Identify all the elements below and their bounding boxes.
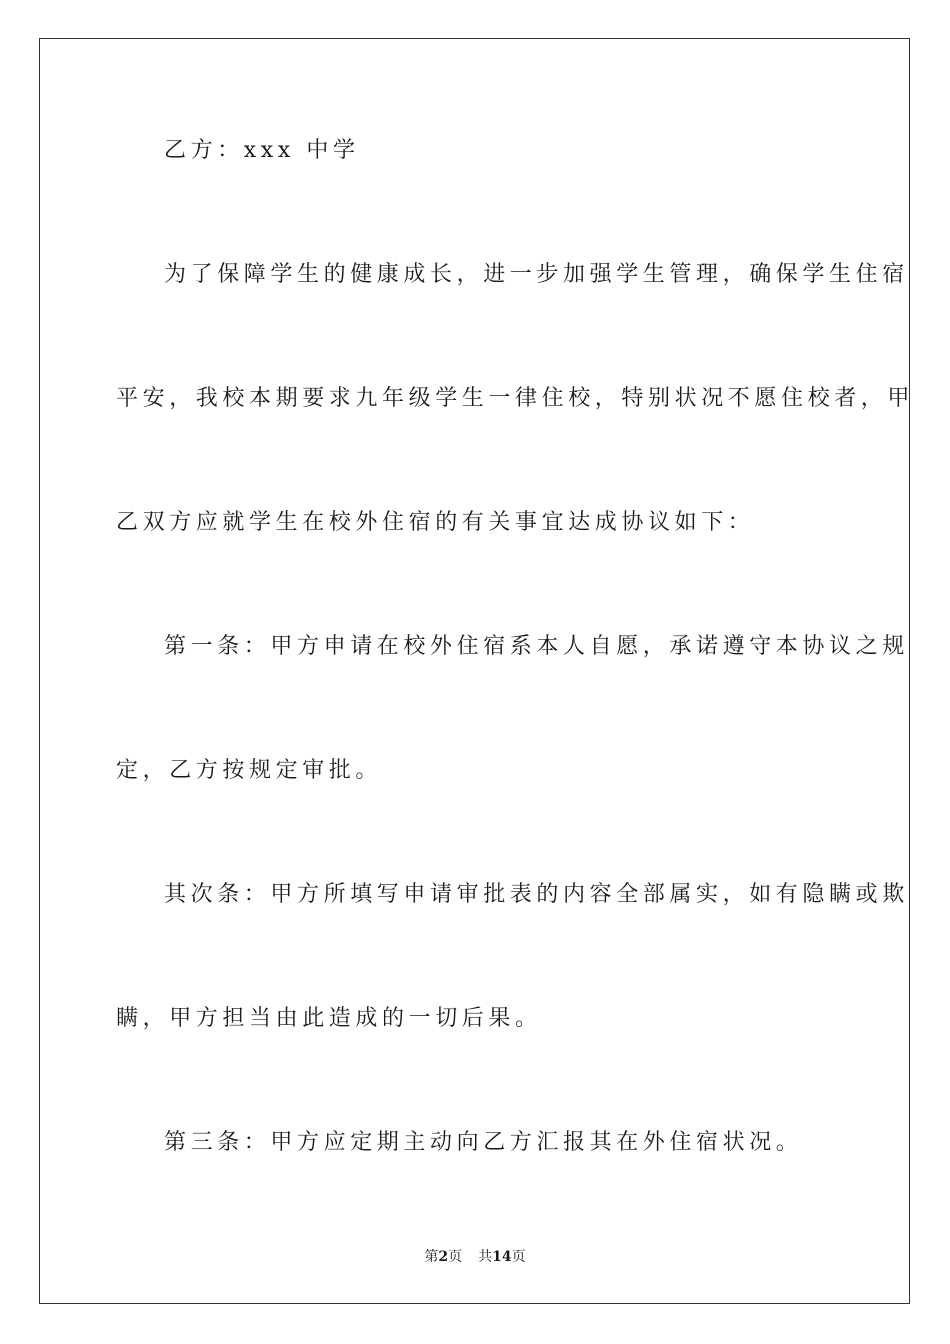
total-prefix: 共 xyxy=(478,1249,493,1265)
page-border xyxy=(39,38,915,1304)
page-suffix: 页 xyxy=(448,1249,463,1265)
paragraph-intro-line-3: 乙双方应就学生在校外住宿的有关事宜达成协议如下： xyxy=(116,510,755,535)
paragraph-intro-line-2: 平安，我校本期要求九年级学生一律住校，特别状况不愿住校者，甲 xyxy=(116,386,915,411)
article-1-line-1: 第一条：甲方申请在校外住宿系本人自愿，承诺遵守本协议之规 xyxy=(164,634,909,659)
paragraph-intro-line-1: 为了保障学生的健康成长，进一步加强学生管理，确保学生住宿 xyxy=(164,262,909,287)
page-number: 2 xyxy=(438,1249,449,1265)
article-2-line-2: 瞒，甲方担当由此造成的一切后果。 xyxy=(116,1006,542,1031)
article-1-line-2: 定，乙方按规定审批。 xyxy=(116,758,383,783)
page-footer xyxy=(0,1247,950,1267)
total-pages: 14 xyxy=(492,1249,512,1265)
article-3-line-1: 第三条：甲方应定期主动向乙方汇报其在外住宿状况。 xyxy=(164,1130,803,1155)
page-prefix: 第 xyxy=(424,1249,439,1265)
total-suffix: 页 xyxy=(511,1249,526,1265)
party-b-line: 乙方：xxx 中学 xyxy=(164,138,360,163)
article-2-line-1: 其次条：甲方所填写申请审批表的内容全部属实，如有隐瞒或欺 xyxy=(164,882,909,907)
